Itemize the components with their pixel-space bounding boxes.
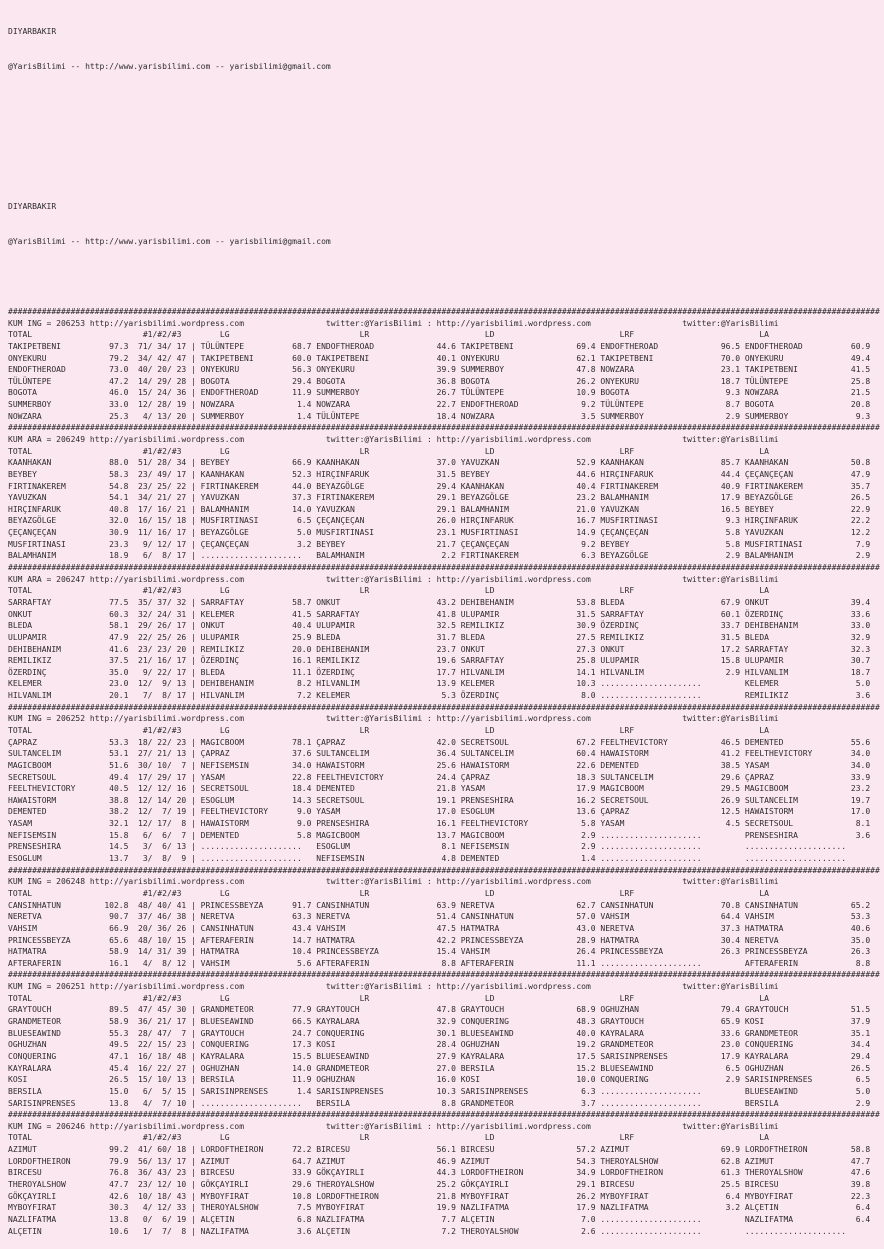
stats-row: ONYEKURU 79.2 34/ 42/ 47 | TAKIPETBENI 60.0 TAKIPETBENI 40.1 ONYEKURU 62.1 TAKIPETBENI 70.0 ONYEKURU 49.4	[8, 353, 871, 363]
stats-row: ÇEÇANÇEÇAN 30.9 11/ 16/ 17 | BEYAZGÖLGE 5.0 MUSFIRTINASI 23.1 MUSFIRTINASI 14.9 ÇEÇANÇEÇAN 5.8 YAVUZKAN 12.2	[8, 528, 871, 538]
column-header-line: TOTAL #1/#2/#3 LG LR LD LRF LA	[8, 586, 769, 596]
stats-row: SECRETSOUL 49.4 17/ 29/ 17 | YASAM 22.8 FEELTHEVICTORY 24.4 ÇAPRAZ 18.3 SULTANCELIM 29.6 ÇAPRAZ 33.9	[8, 772, 871, 782]
stats-row: BLUESEAWIND 55.3 28/ 47/ 7 | GRAYTOUCH 24.7 CONQUERING 30.1 BLUESEAWIND 40.0 KAYRALARA 33.6 GRANDMETEOR 35.1	[8, 1028, 871, 1038]
stats-row: KAYRALARA 45.4 16/ 22/ 27 | OGHUZHAN 14.0 GRANDMETEOR 27.0 BERSILA 15.2 BLUESEAWIND 6.5 OGHUZHAN 26.5	[8, 1063, 871, 1073]
block-separator: #####################################################################################################################################################################################	[8, 970, 880, 980]
stats-row: BIRCESU 76.8 36/ 43/ 23 | BIRCESU 33.9 GÖKÇAYIRLI 44.3 LORDOFTHEIRON 34.9 LORDOFTHEIRON 61.3 THEROYALSHOW 47.6	[8, 1168, 871, 1178]
column-header-line: TOTAL #1/#2/#3 LG LR LD LRF LA	[8, 330, 769, 340]
block-title-line: KUM ING = 206246 http://yarisbilimi.wordpress.com twitter:@YarisBilimi : http://yarisbilimi.wordpress.com twitter:@YarisBilimi	[8, 1121, 779, 1131]
column-header-line: TOTAL #1/#2/#3 LG LR LD LRF LA	[8, 1133, 769, 1143]
stats-row: KOSI 26.5 15/ 10/ 13 | BERSILA 11.9 OGHUZHAN 16.0 KOSI 10.0 CONQUERING 2.9 SARISINPRENSES 6.5	[8, 1075, 871, 1085]
stats-row: BERSILA 15.0 6/ 5/ 15 | SARISINPRENSES 1.4 SARISINPRENSES 10.3 SARISINPRENSES 6.3 ..................... BLUESEAWIND 5.0	[8, 1086, 871, 1096]
stats-row: ALÇETIN 10.6 1/ 7/ 8 | NAZLIFATMA 3.6 ALÇETIN 7.2 THEROYALSHOW 2.6 ..................... .....................	[8, 1226, 871, 1236]
stats-row: BALAMHANIM 18.9 6/ 8/ 17 | ..................... BALAMHANIM 2.2 FIRTINAKEREM 6.3 BEYAZGÖLGE 2.9 BALAMHANIM 2.9	[8, 551, 871, 561]
stats-row: AFTERAFERIN 16.1 4/ 8/ 12 | VAHSIM 5.6 AFTERAFERIN 8.8 AFTERAFERIN 11.1 ..................... AFTERAFERIN 8.8	[8, 958, 871, 968]
stats-row: BLEDA 58.1 29/ 26/ 17 | ONKUT 40.4 ULUPAMIR 32.5 REMILIKIZ 30.9 ÖZERDINÇ 33.7 DEHIBEHANIM 33.0	[8, 621, 871, 631]
stats-row: SULTANCELIM 53.1 27/ 21/ 13 | ÇAPRAZ 37.6 SULTANCELIM 36.4 SULTANCELIM 60.4 HAWAISTORM 41.2 FEELTHEVICTORY 34.0	[8, 749, 871, 759]
stats-row: SARRAFTAY 77.5 35/ 37/ 32 | SARRAFTAY 58.7 ONKUT 43.2 DEHIBEHANIM 53.8 BLEDA 67.9 ONKUT 39.4	[8, 597, 871, 607]
stats-row: NERETVA 90.7 37/ 46/ 38 | NERETVA 63.3 NERETVA 51.4 CANSINHATUN 57.0 VAHSIM 64.4 VAHSIM 53.3	[8, 912, 871, 922]
stats-row: THEROYALSHOW 47.7 23/ 12/ 10 | GÖKÇAYIRLI 29.6 THEROYALSHOW 25.2 GÖKÇAYIRLI 29.1 BIRCESU 25.5 BIRCESU 39.8	[8, 1179, 871, 1189]
stats-row: NOWZARA 25.3 4/ 13/ 20 | SUMMERBOY 1.4 TÜLÜNTEPE 18.4 NOWZARA 3.5 SUMMERBOY 2.9 SUMMERBOY 9.3	[8, 411, 871, 421]
stats-row: VAHSIM 66.9 20/ 36/ 26 | CANSINHATUN 43.4 VAHSIM 47.5 HATMATRA 43.0 NERETVA 37.3 HATMATRA 40.6	[8, 923, 871, 933]
blank-line	[8, 131, 884, 143]
block-title-line: KUM ING = 206253 http://yarisbilimi.wordpress.com twitter:@YarisBilimi : http://yarisbilimi.wordpress.com twitter:@YarisBilimi	[8, 318, 779, 328]
block-separator: #####################################################################################################################################################################################	[8, 563, 880, 573]
stats-row: ESOGLUM 13.7 3/ 8/ 9 | ..................... NEFISEMSIN 4.8 DEMENTED 1.4 ..................... .....................	[8, 854, 871, 864]
stats-row: ENDOFTHEROAD 73.0 40/ 20/ 23 | ONYEKURU 56.3 ONYEKURU 39.9 SUMMERBOY 47.8 NOWZARA 23.1 TAKIPETBENI 41.5	[8, 365, 871, 375]
block-separator: #####################################################################################################################################################################################	[8, 865, 880, 875]
stats-row: GRANDMETEOR 58.9 36/ 21/ 17 | BLUESEAWIND 66.5 KAYRALARA 32.9 CONQUERING 48.3 GRAYTOUCH 65.9 KOSI 37.9	[8, 1017, 871, 1027]
stats-row: GÖKÇAYIRLI 42.6 10/ 18/ 43 | MYBOYFIRAT 10.8 LORDOFTHEIRON 21.8 MYBOYFIRAT 26.2 MYBOYFIRAT 6.4 MYBOYFIRAT 22.3	[8, 1191, 871, 1201]
stats-row: MAGICBOOM 51.6 30/ 10/ 7 | NEFISEMSIN 34.0 HAWAISTORM 25.6 HAWAISTORM 22.6 DEMENTED 38.5 YASAM 34.0	[8, 760, 871, 770]
stats-row: SARISINPRENSES 13.8 4/ 7/ 10 | ..................... BERSILA 8.8 GRANDMETEOR 3.7 ..................... BERSILA 2.9	[8, 1098, 871, 1108]
stats-row: KELEMER 23.0 12/ 9/ 13 | DEHIBEHANIM 8.2 HILVANLIM 13.9 KELEMER 10.3 ..................... KELEMER 5.0	[8, 679, 871, 689]
stats-row: YAVUZKAN 54.1 34/ 21/ 27 | YAVUZKAN 37.3 FIRTINAKEREM 29.1 BEYAZGÖLGE 23.2 BALAMHANIM 17.9 BEYAZGÖLGE 26.5	[8, 493, 871, 503]
stats-row: KAANHAKAN 88.0 51/ 28/ 34 | BEYBEY 66.9 KAANHAKAN 37.0 YAVUZKAN 52.9 KAANHAKAN 85.7 KAANHAKAN 50.8	[8, 458, 871, 468]
column-header-line: TOTAL #1/#2/#3 LG LR LD LRF LA	[8, 446, 769, 456]
stats-row: CONQUERING 47.1 16/ 18/ 48 | KAYRALARA 15.5 BLUESEAWIND 27.9 KAYRALARA 17.5 SARISINPRENSES 17.9 KAYRALARA 29.4	[8, 1051, 871, 1061]
stats-row: REMILIKIZ 37.5 21/ 16/ 17 | ÖZERDINÇ 16.1 REMILIKIZ 19.6 SARRAFTAY 25.8 ULUPAMIR 15.8 ULUPAMIR 30.7	[8, 656, 871, 666]
stats-row: FIRTINAKEREM 54.8 23/ 25/ 22 | FIRTINAKEREM 44.0 BEYAZGÖLGE 29.4 KAANHAKAN 40.4 FIRTINAKEREM 40.9 FIRTINAKEREM 35.7	[8, 481, 871, 491]
contact-line: @YarisBilimi -- http://www.yarisbilimi.com -- yarisbilimi@gmail.com	[8, 237, 331, 247]
stats-row: DEMENTED 38.2 12/ 7/ 19 | FEELTHEVICTORY 9.0 YASAM 17.0 ESOGLUM 13.6 ÇAPRAZ 12.5 HAWAISTORM 17.0	[8, 807, 871, 817]
stats-row: AZIMUT 99.2 41/ 60/ 18 | LORDOFTHEIRON 72.2 BIRCESU 56.1 BIRCESU 57.2 AZIMUT 69.9 LORDOFTHEIRON 58.8	[8, 1145, 871, 1155]
stats-row: TAKIPETBENI 97.3 71/ 34/ 17 | TÜLÜNTEPE 68.7 ENDOFTHEROAD 44.6 TAKIPETBENI 69.4 ENDOFTHEROAD 96.5 ENDOFTHEROAD 60.9	[8, 341, 871, 351]
stats-row: FEELTHEVICTORY 40.5 12/ 12/ 16 | SECRETSOUL 18.4 DEMENTED 21.8 YASAM 17.9 MAGICBOOM 29.5 MAGICBOOM 23.2	[8, 784, 871, 794]
stats-row: CANSINHATUN 102.8 48/ 40/ 41 | PRINCESSBEYZA 91.7 CANSINHATUN 63.9 NERETVA 62.7 CANSINHATUN 70.8 CANSINHATUN 65.2	[8, 900, 871, 910]
stats-row: BEYAZGÖLGE 32.0 16/ 15/ 18 | MUSFIRTINASI 6.5 ÇEÇANÇEÇAN 26.0 HIRÇINFARUK 16.7 MUSFIRTINASI 9.3 HIRÇINFARUK 22.2	[8, 516, 871, 526]
city-title: DIYARBAKIR	[8, 202, 57, 212]
stats-row: ÇAPRAZ 53.3 18/ 22/ 23 | MAGICBOOM 78.1 ÇAPRAZ 42.0 SECRETSOUL 67.2 FEELTHEVICTORY 46.5 DEMENTED 55.6	[8, 737, 871, 747]
block-title-line: KUM ARA = 206249 http://yarisbilimi.wordpress.com twitter:@YarisBilimi : http://yarisbilimi.wordpress.com twitter:@YarisBilimi	[8, 434, 779, 444]
block-separator: #####################################################################################################################################################################################	[8, 423, 880, 433]
block-separator: #####################################################################################################################################################################################	[8, 306, 880, 316]
blank-line	[8, 166, 884, 178]
stats-row: ÖZERDINÇ 35.0 9/ 22/ 17 | BLEDA 11.1 ÖZERDINÇ 17.7 HILVANLIM 14.1 HILVANLIM 2.9 HILVANLIM 18.7	[8, 667, 871, 677]
stats-row: HIRÇINFARUK 40.8 17/ 16/ 21 | BALAMHANIM 14.0 YAVUZKAN 29.1 BALAMHANIM 21.0 YAVUZKAN 16.5 BEYBEY 22.9	[8, 504, 871, 514]
stats-row: OGHUZHAN 49.5 22/ 15/ 23 | CONQUERING 17.3 KOSI 28.4 OGHUZHAN 19.2 GRANDMETEOR 23.0 CONQUERING 34.4	[8, 1040, 871, 1050]
stats-row: TÜLÜNTEPE 47.2 14/ 29/ 28 | BOGOTA 29.4 BOGOTA 36.8 BOGOTA 26.2 ONYEKURU 18.7 TÜLÜNTEPE 25.8	[8, 376, 871, 386]
block-title-line: KUM ARA = 206247 http://yarisbilimi.wordpress.com twitter:@YarisBilimi : http://yarisbilimi.wordpress.com twitter:@YarisBilimi	[8, 574, 779, 584]
stats-row: SUMMERBOY 33.0 12/ 28/ 19 | NOWZARA 1.4 NOWZARA 22.7 ENDOFTHEROAD 9.2 TÜLÜNTEPE 8.7 BOGOTA 20.8	[8, 400, 871, 410]
stats-row: MYBOYFIRAT 30.3 4/ 12/ 33 | THEROYALSHOW 7.5 MYBOYFIRAT 19.9 NAZLIFATMA 17.9 NAZLIFATMA 3.2 ALÇETIN 6.4	[8, 1203, 871, 1213]
column-header-line: TOTAL #1/#2/#3 LG LR LD LRF LA	[8, 726, 769, 735]
stats-row: MUSFIRTINASI 23.3 9/ 12/ 17 | ÇEÇANÇEÇAN 3.2 BEYBEY 21.7 ÇEÇANÇEÇAN 9.2 BEYBEY 5.8 MUSFIRTINASI 7.9	[8, 539, 871, 549]
contact-line: @YarisBilimi -- http://www.yarisbilimi.com -- yarisbilimi@gmail.com	[8, 62, 331, 72]
block-separator: #####################################################################################################################################################################################	[8, 702, 880, 712]
stats-row: YASAM 32.1 12/ 17/ 8 | HAWAISTORM 9.0 PRENSESHIRA 16.1 FEELTHEVICTORY 5.8 YASAM 4.5 SECRETSOUL 8.1	[8, 819, 871, 829]
block-separator: #####################################################################################################################################################################################	[8, 1110, 880, 1120]
stats-row: LORDOFTHEIRON 79.9 56/ 13/ 17 | AZIMUT 64.7 AZIMUT 46.9 AZIMUT 54.3 THEROYALSHOW 62.8 AZIMUT 47.7	[8, 1156, 871, 1166]
blank-line	[8, 96, 884, 108]
column-header-line: TOTAL #1/#2/#3 LG LR LD LRF LA	[8, 888, 769, 898]
stats-row: PRENSESHIRA 14.5 3/ 6/ 13 | ..................... ESOGLUM 8.1 NEFISEMSIN 2.9 ..................... .....................	[8, 842, 871, 852]
stats-row: PRINCESSBEYZA 65.6 48/ 10/ 15 | AFTERAFERIN 14.7 HATMATRA 42.2 PRINCESSBEYZA 28.9 HATMATRA 30.4 NERETVA 35.0	[8, 935, 871, 945]
stats-row: NAZLIFATMA 13.8 0/ 6/ 19 | ALÇETIN 6.8 NAZLIFATMA 7.7 ALÇETIN 7.0 ..................... NAZLIFATMA 6.4	[8, 1214, 871, 1224]
stats-row: ULUPAMIR 47.9 22/ 25/ 26 | ULUPAMIR 25.9 BLEDA 31.7 BLEDA 27.5 REMILIKIZ 31.5 BLEDA 32.9	[8, 632, 871, 642]
blank-line	[8, 271, 884, 283]
stats-row: BEYBEY 58.3 23/ 49/ 17 | KAANHAKAN 52.3 HIRÇINFARUK 31.5 BEYBEY 44.6 HIRÇINFARUK 44.4 ÇEÇANÇEÇAN 47.9	[8, 469, 871, 479]
stats-row: NEFISEMSIN 15.8 6/ 6/ 7 | DEMENTED 5.8 MAGICBOOM 13.7 MAGICBOOM 2.9 ..................... PRENSESHIRA 3.6	[8, 830, 871, 840]
stats-row: HATMATRA 58.9 14/ 31/ 39 | HATMATRA 10.4 PRINCESSBEYZA 15.4 VAHSIM 26.4 PRINCESSBEYZA 26.3 PRINCESSBEYZA 26.3	[8, 947, 871, 957]
stats-row: DEHIBEHANIM 41.6 23/ 23/ 20 | REMILIKIZ 20.0 DEHIBEHANIM 23.7 ONKUT 27.3 ONKUT 17.2 SARRAFTAY 32.3	[8, 644, 871, 654]
column-header-line: TOTAL #1/#2/#3 LG LR LD LRF LA	[8, 993, 769, 1003]
stats-row: BOGOTA 46.0 15/ 24/ 36 | ENDOFTHEROAD 11.9 SUMMERBOY 26.7 TÜLÜNTEPE 10.9 BOGOTA 9.3 NOWZARA 21.5	[8, 388, 871, 398]
block-title-line: KUM ING = 206252 http://yarisbilimi.wordpress.com twitter:@YarisBilimi : http://yarisbilimi.wordpress.com twitter:@YarisBilimi	[8, 714, 779, 724]
city-title: DIYARBAKIR	[8, 27, 57, 37]
stats-row: HAWAISTORM 38.8 12/ 14/ 20 | ESOGLUM 14.3 SECRETSOUL 19.1 PRENSESHIRA 16.2 SECRETSOUL 26.9 SULTANCELIM 19.7	[8, 795, 871, 805]
block-title-line: KUM ING = 206251 http://yarisbilimi.wordpress.com twitter:@YarisBilimi : http://yarisbilimi.wordpress.com twitter:@YarisBilimi	[8, 982, 779, 992]
stats-row: ONKUT 60.3 32/ 24/ 31 | KELEMER 41.5 SARRAFTAY 41.8 ULUPAMIR 31.5 SARRAFTAY 60.1 ÖZERDINÇ 33.6	[8, 609, 871, 619]
stats-row: HILVANLIM 20.1 7/ 8/ 17 | HILVANLIM 7.2 KELEMER 5.3 ÖZERDINÇ 8.0 ..................... REMILIKIZ 3.6	[8, 691, 871, 701]
block-title-line: KUM ING = 206248 http://yarisbilimi.wordpress.com twitter:@YarisBilimi : http://yarisbilimi.wordpress.com twitter:@YarisBilimi	[8, 877, 779, 887]
stats-row: GRAYTOUCH 89.5 47/ 45/ 30 | GRANDMETEOR 77.9 GRAYTOUCH 47.8 GRAYTOUCH 68.9 OGHUZHAN 79.4 GRAYTOUCH 51.5	[8, 1005, 871, 1015]
stats-blocks	[8, 306, 884, 1237]
